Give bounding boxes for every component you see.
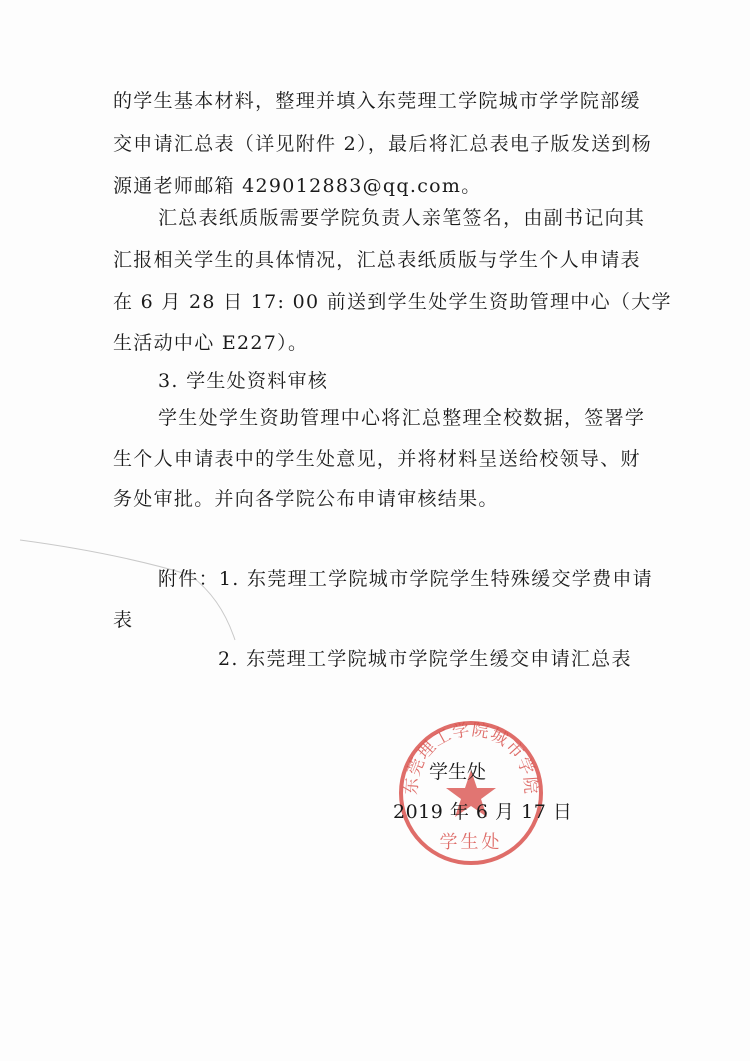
attachment-1-continued: 表: [113, 609, 134, 631]
signature-office: 学生处: [429, 761, 487, 783]
body-text-line: 学生处学生资助管理中心将汇总整理全校数据，签署学: [158, 407, 646, 429]
body-text-line: 交申请汇总表（详见附件 2），最后将汇总表电子版发送到杨: [113, 133, 653, 155]
body-text-line: 源通老师邮箱 429012883@qq.com。: [113, 175, 482, 197]
body-text-line: 的学生基本材料，整理并填入东莞理工学院城市学学院部缓: [113, 90, 641, 112]
section-heading: 3. 学生处资料审核: [158, 370, 329, 392]
body-text-line: 生个人申请表中的学生处意见，并将材料呈送给校领导、财: [113, 448, 641, 470]
attachment-2: 2. 东莞理工学院城市学院学生缓交申请汇总表: [218, 648, 632, 670]
svg-text:学生处: 学生处: [439, 832, 503, 853]
body-text-line: 生活动中心 E227）。: [113, 332, 309, 354]
body-text-line: 汇总表纸质版需要学院负责人亲笔签名，由副书记向其: [158, 207, 646, 229]
body-text-line: 汇报相关学生的具体情况，汇总表纸质版与学生个人申请表: [113, 249, 641, 271]
body-text-line: 务处审批。并向各学院公布申请审核结果。: [113, 488, 499, 510]
svg-text:东莞理工学院城市学院: 东莞理工学院城市学院: [401, 720, 541, 796]
official-seal: [396, 718, 546, 868]
attachment-1: 附件：1. 东莞理工学院城市学院学生特殊缓交学费申请: [158, 568, 653, 590]
signature-date: 2019 年 6 月 17 日: [393, 801, 573, 823]
body-text-line: 在 6 月 28 日 17: 00 前送到学生处学生资助管理中心（大学: [113, 291, 672, 313]
